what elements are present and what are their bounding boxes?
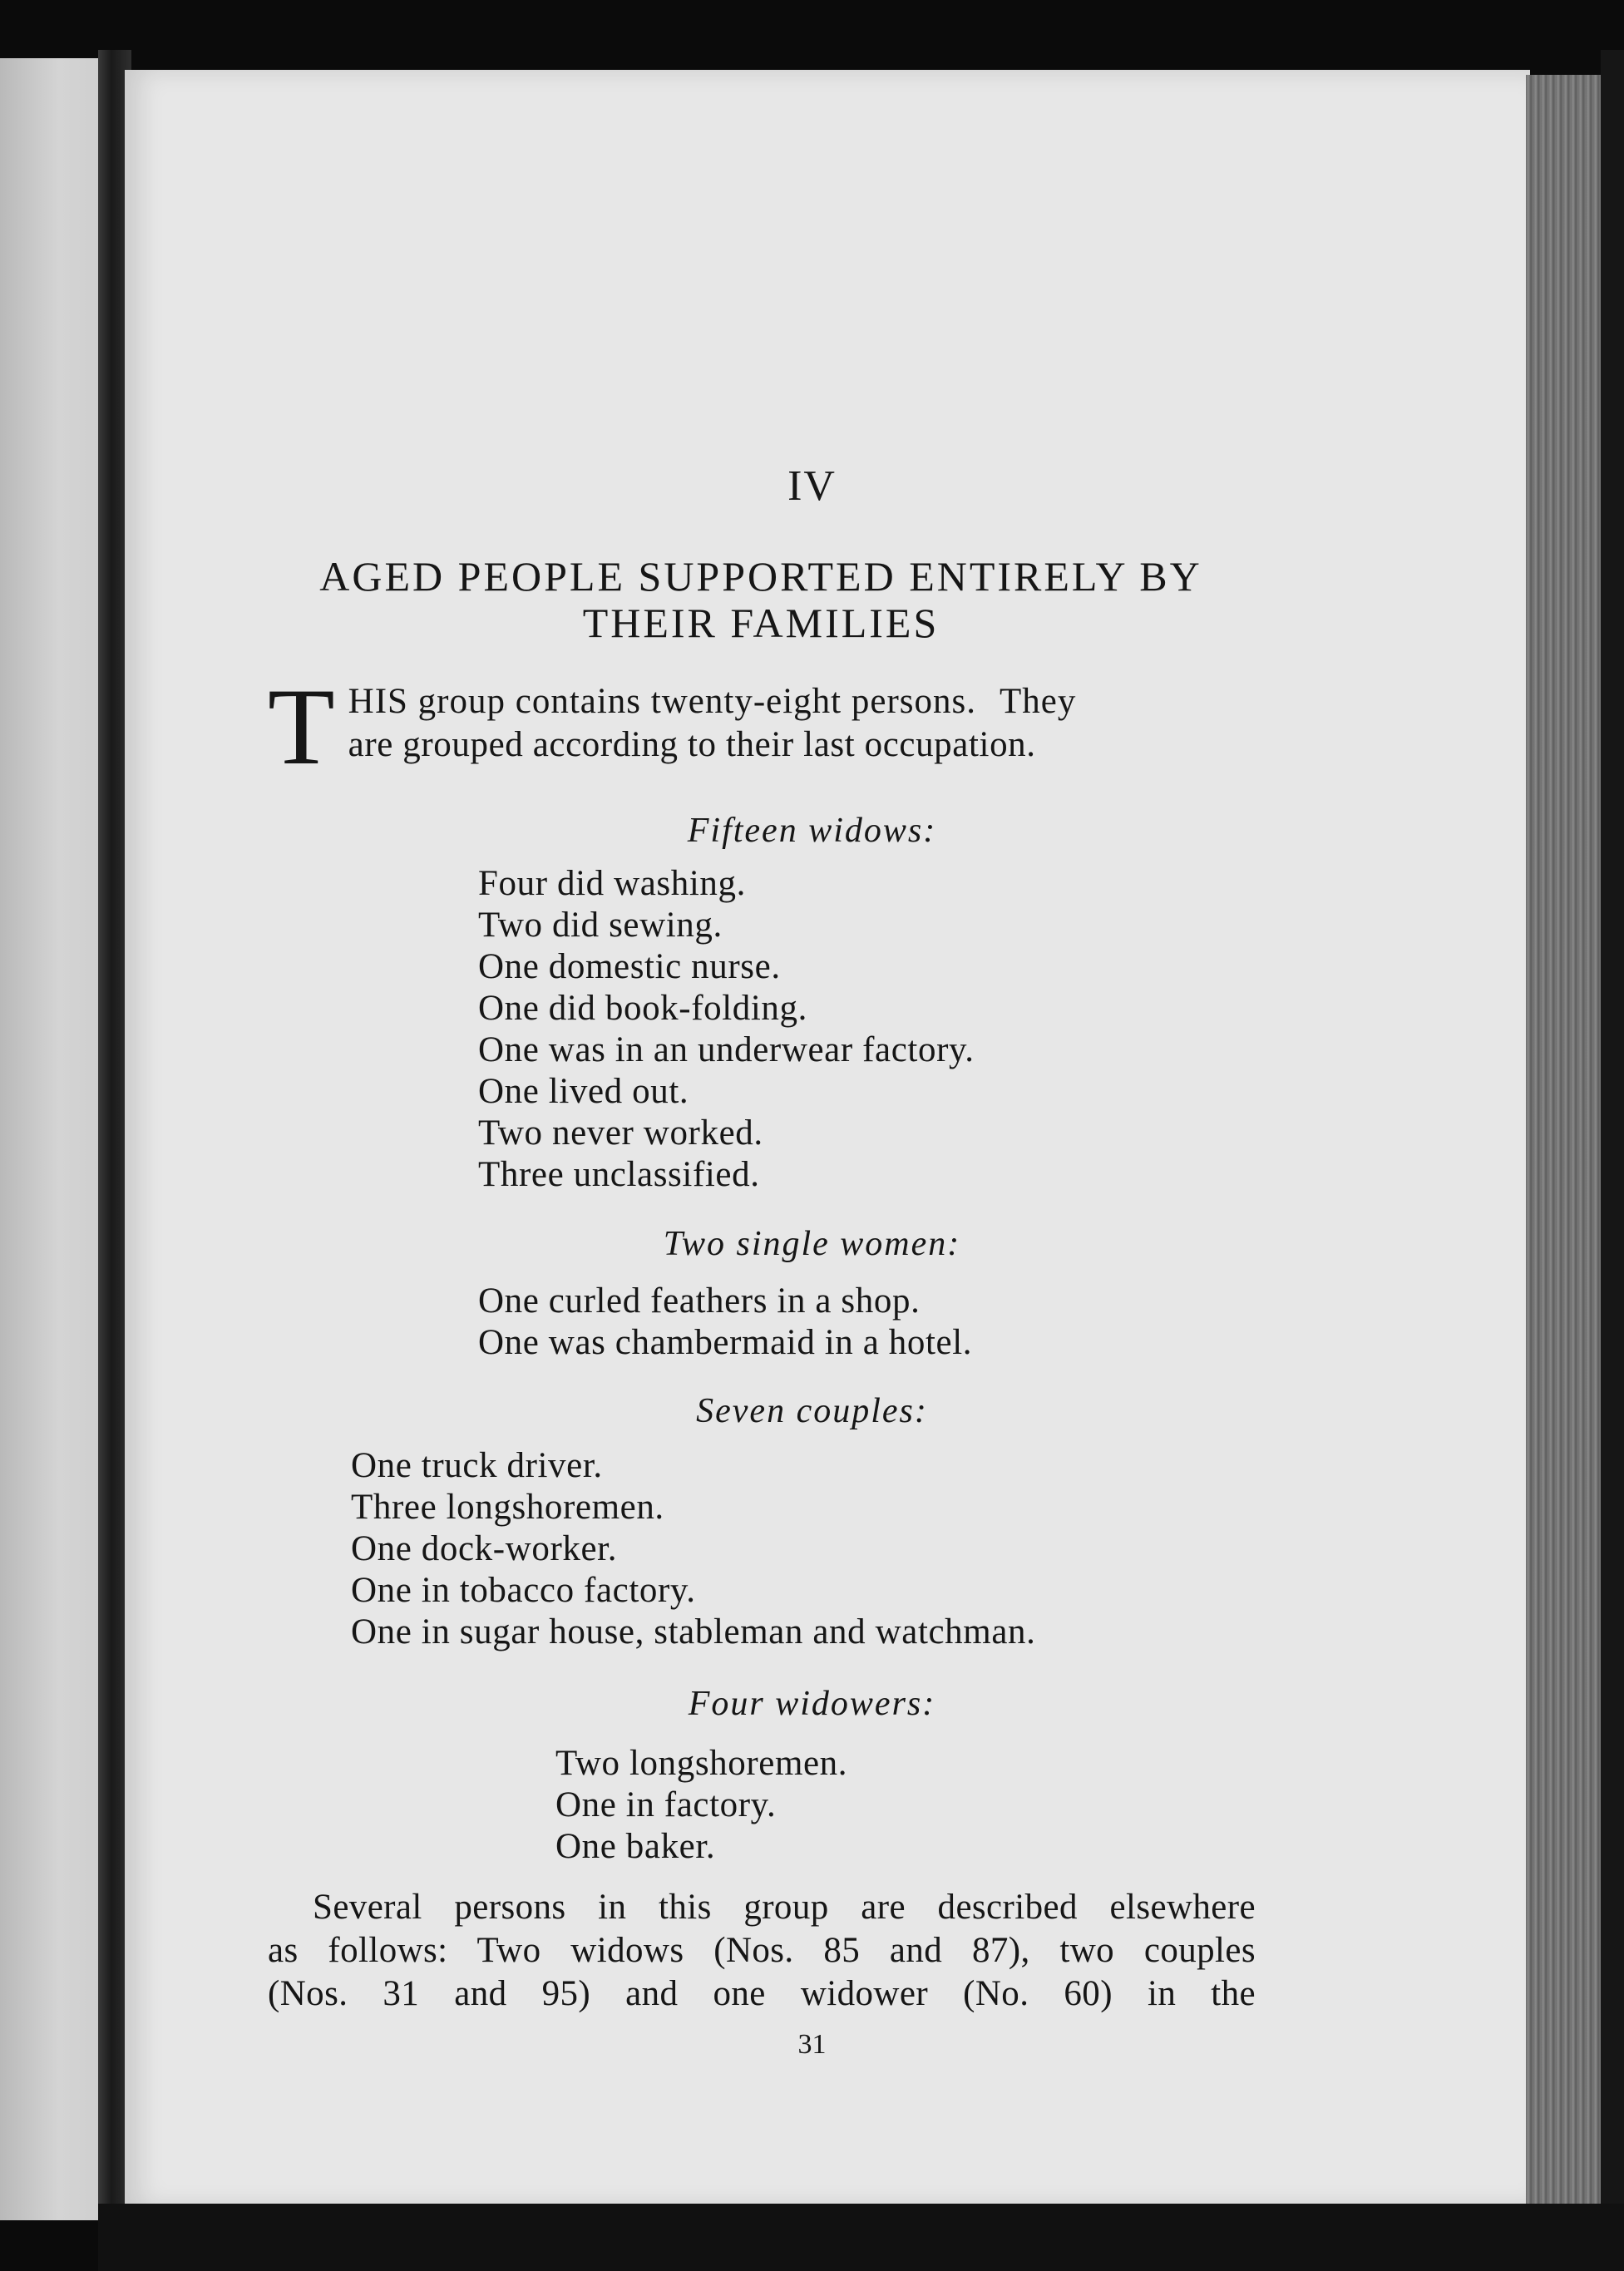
group-heading-widows: Fifteen widows:: [687, 812, 937, 850]
list-item: Two did sewing.: [478, 906, 723, 945]
closing-line: as follows: Two widows (Nos. 85 and 87), two couples: [268, 1931, 1256, 1970]
list-item: One was in an underwear factory.: [478, 1030, 975, 1069]
list-item: One in tobacco factory.: [351, 1571, 696, 1610]
list-item: Three longshoremen.: [351, 1488, 664, 1527]
group-list-couples: [351, 1445, 1035, 1653]
intro-line: are grouped according to their last occupation.: [348, 725, 1036, 764]
intro-paragraph: [268, 665, 1256, 787]
list-item: One domestic nurse.: [478, 947, 781, 986]
list-item: One dock-worker.: [351, 1529, 618, 1568]
closing-line: Several persons in this group are described elsewhere: [313, 1888, 1256, 1927]
closing-line: (Nos. 31 and 95) and one widower (No. 60) in the: [268, 1974, 1256, 2013]
chapter-title: [266, 553, 1256, 646]
list-item: One did book-folding.: [478, 989, 807, 1028]
list-item: One in factory.: [555, 1785, 777, 1824]
group-heading-single-women: Two single women:: [663, 1225, 961, 1263]
chapter-number: IV: [787, 462, 837, 510]
list-item: One truck driver.: [351, 1446, 603, 1485]
list-item: Two never worked.: [478, 1113, 763, 1153]
intro-line: [268, 680, 1256, 723]
bottom-shadow: [98, 2204, 1624, 2271]
list-item: One lived out.: [478, 1072, 689, 1111]
group-list-widows: [478, 863, 975, 1196]
list-item: One was chambermaid in a hotel.: [478, 1323, 973, 1362]
list-item: Three unclassified.: [478, 1155, 760, 1194]
group-heading-widowers: Four widowers:: [688, 1685, 936, 1723]
book-cover-edge: [1601, 50, 1624, 2245]
list-item: Two longshoremen.: [555, 1744, 848, 1783]
list-item: One in sugar house, stableman and watchman.: [351, 1612, 1036, 1651]
intro-line-text: HIS group contains twenty-eight persons.: [348, 682, 976, 721]
group-list-single-women: [478, 1281, 972, 1364]
title-line: THEIR FAMILIES: [582, 600, 940, 646]
left-page-edge: [0, 58, 98, 2220]
list-item: One curled feathers in a shop.: [478, 1281, 921, 1321]
page-number: 31: [797, 2029, 827, 2060]
group-heading-couples: Seven couples:: [696, 1392, 928, 1430]
list-item: One baker.: [555, 1827, 716, 1866]
closing-paragraph: [268, 1886, 1256, 2016]
intro-line-text: They: [1000, 682, 1077, 721]
title-line: AGED PEOPLE SUPPORTED ENTIRELY BY: [319, 553, 1202, 600]
page-stack-edge: [1526, 75, 1609, 2212]
group-list-widowers: [555, 1743, 847, 1868]
drop-cap: T: [268, 665, 335, 787]
list-item: Four did washing.: [478, 864, 746, 903]
